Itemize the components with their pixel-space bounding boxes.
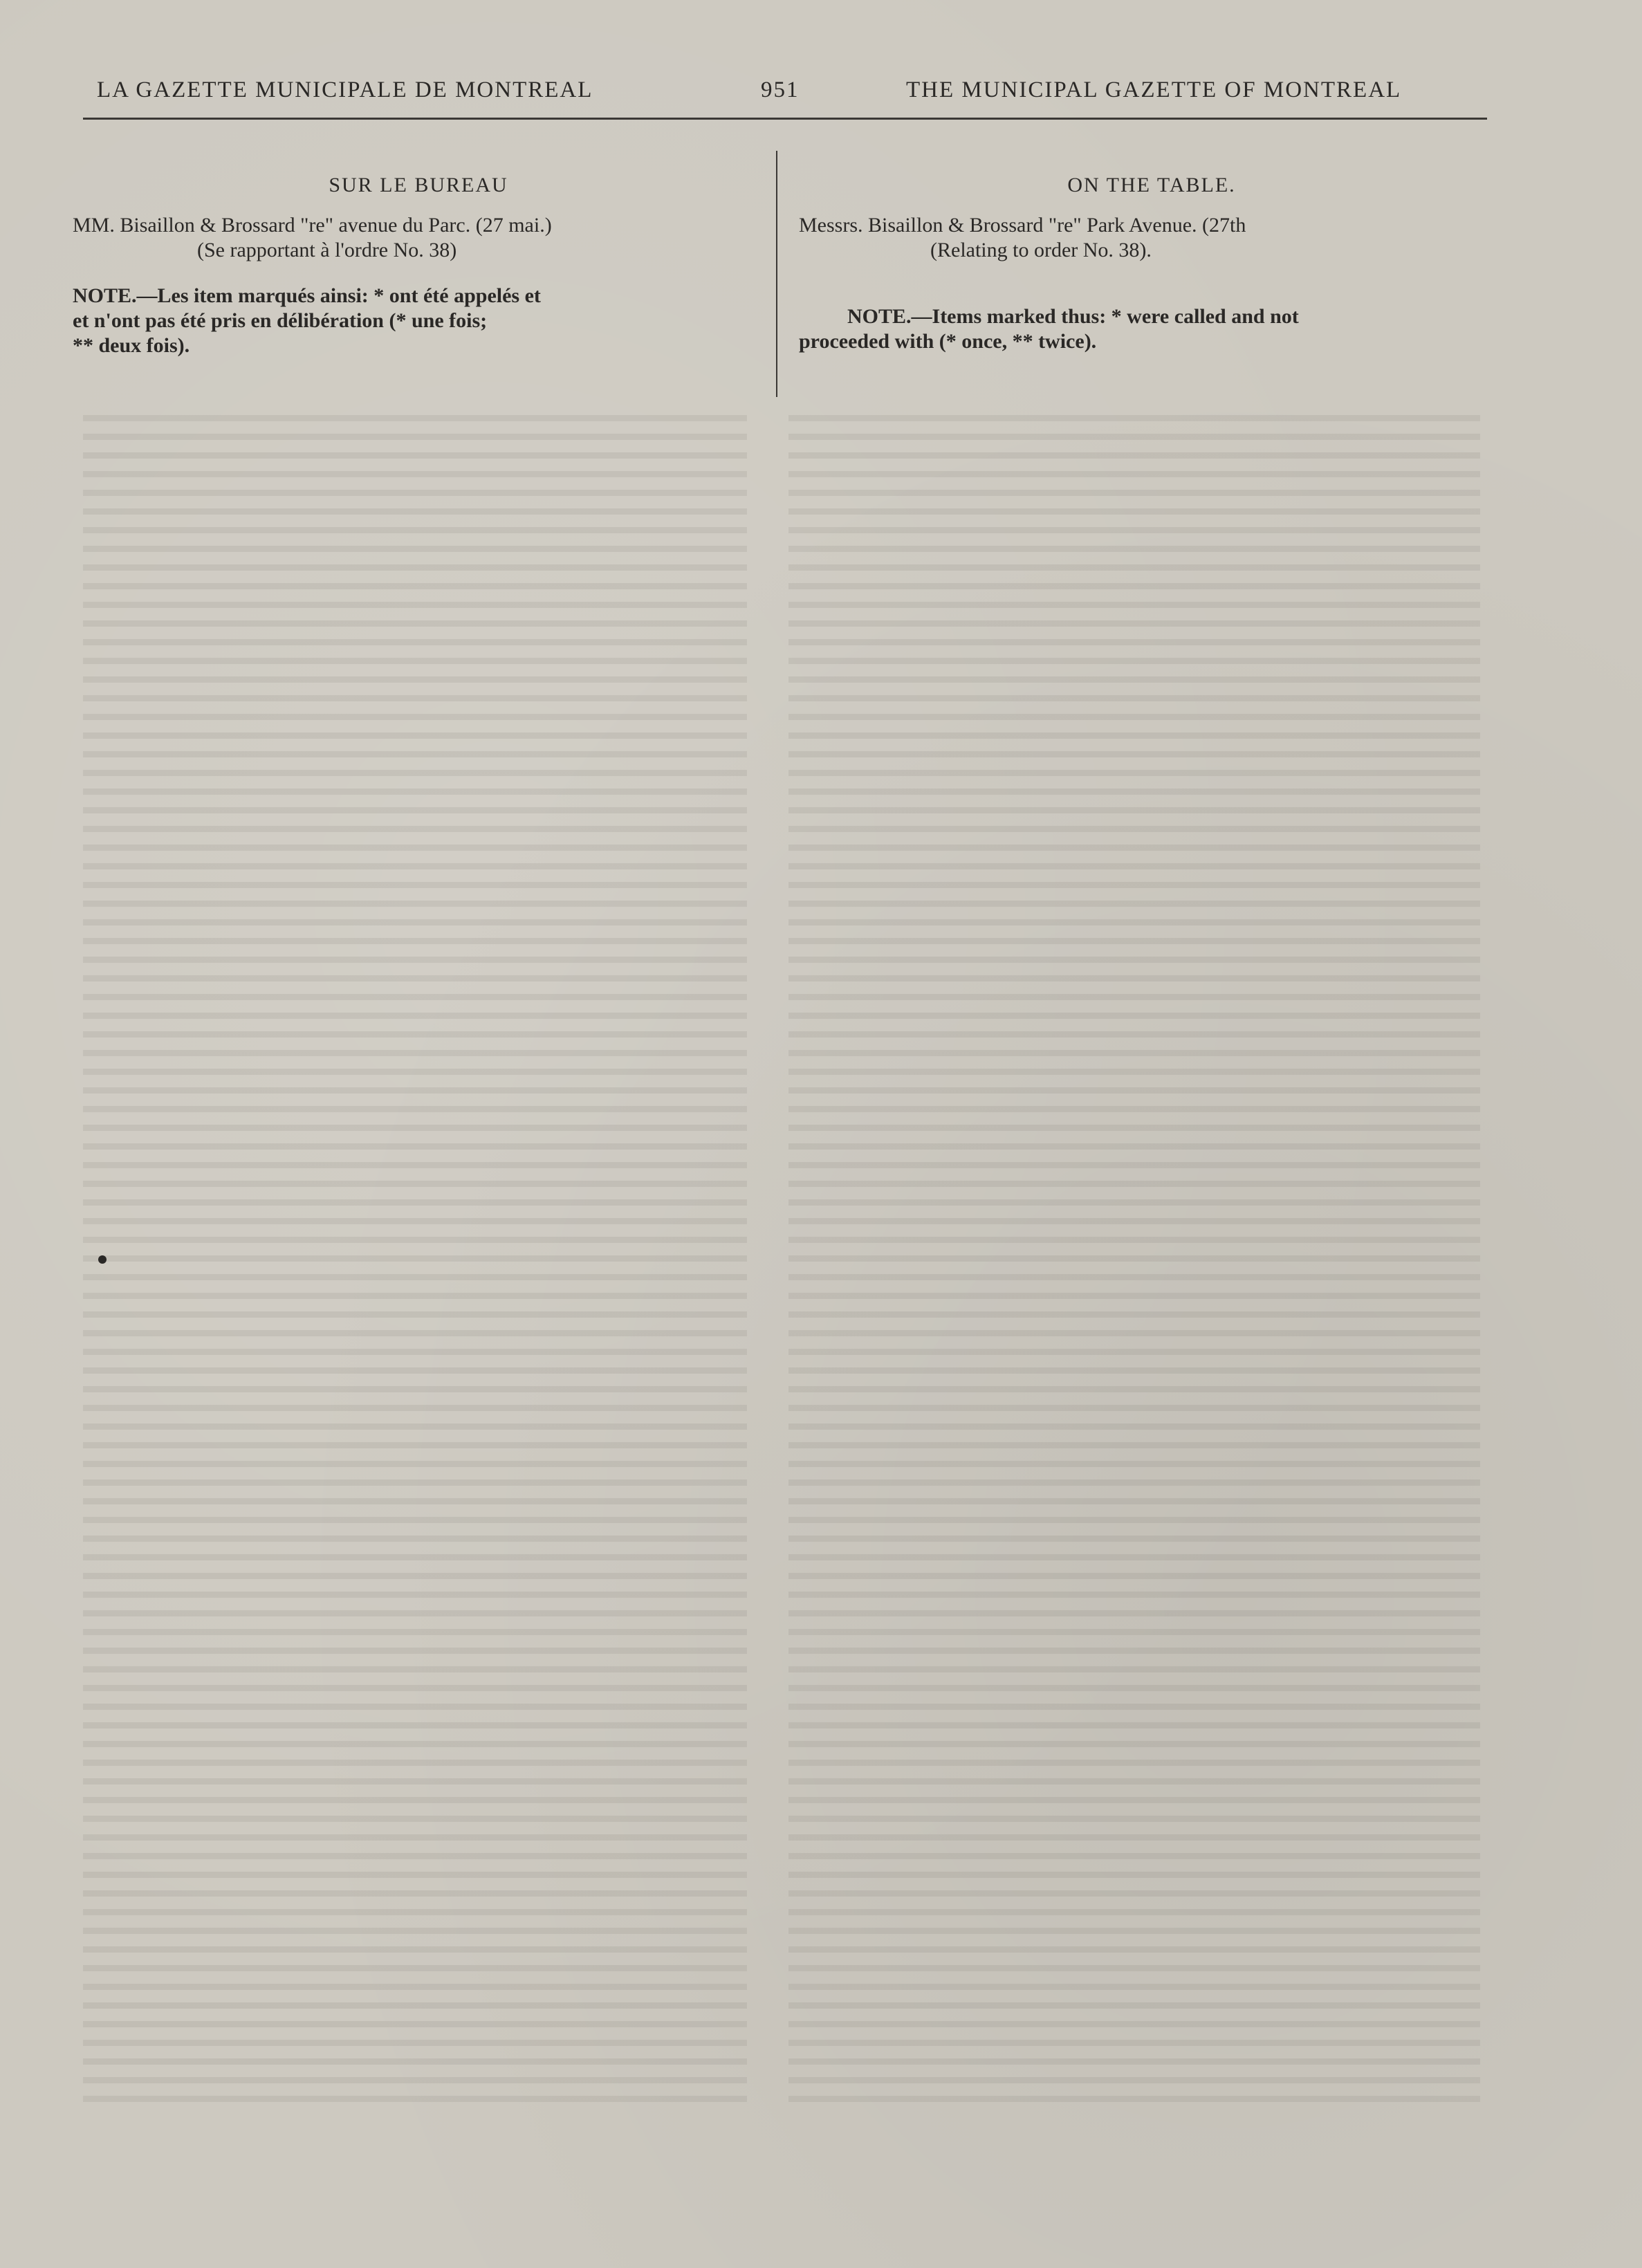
right-entry-line-2: (Relating to order No. 38). bbox=[930, 239, 1152, 261]
bleed-through-right bbox=[788, 415, 1480, 2110]
right-section-title: ON THE TABLE. bbox=[1067, 174, 1236, 196]
header-rule bbox=[83, 118, 1487, 120]
left-column-french bbox=[73, 173, 764, 358]
right-note-line-2: proceeded with (* once, ** twice). bbox=[799, 330, 1097, 353]
right-note-line-1: NOTE.—Items marked thus: * were called and not bbox=[847, 305, 1299, 328]
header-english-title: THE MUNICIPAL GAZETTE OF MONTREAL bbox=[906, 77, 1402, 102]
bleed-through-left bbox=[83, 415, 747, 2110]
ink-speck bbox=[98, 1255, 107, 1264]
right-note bbox=[799, 304, 1504, 354]
left-note bbox=[73, 284, 764, 358]
column-divider bbox=[776, 151, 777, 397]
page-number: 951 bbox=[761, 77, 800, 102]
left-entry-line-2: (Se rapportant à l'ordre No. 38) bbox=[197, 239, 457, 261]
left-note-line-1: NOTE.—Les item marqués ainsi: * ont été appelés et bbox=[73, 284, 541, 307]
right-column-english bbox=[799, 173, 1504, 354]
header-french-title: LA GAZETTE MUNICIPALE DE MONTREAL bbox=[97, 77, 593, 102]
left-section-title: SUR LE BUREAU bbox=[329, 174, 508, 196]
left-note-line-3: ** deux fois). bbox=[73, 334, 190, 357]
page-header bbox=[83, 69, 1487, 111]
left-entry-line-1: MM. Bisaillon & Brossard "re" avenue du Parc. (27 mai.) bbox=[73, 214, 552, 237]
left-note-line-2: et n'ont pas été pris en délibération (* une fois; bbox=[73, 309, 488, 332]
right-entry-line-1: Messrs. Bisaillon & Brossard "re" Park Avenue. (27th bbox=[799, 214, 1246, 237]
